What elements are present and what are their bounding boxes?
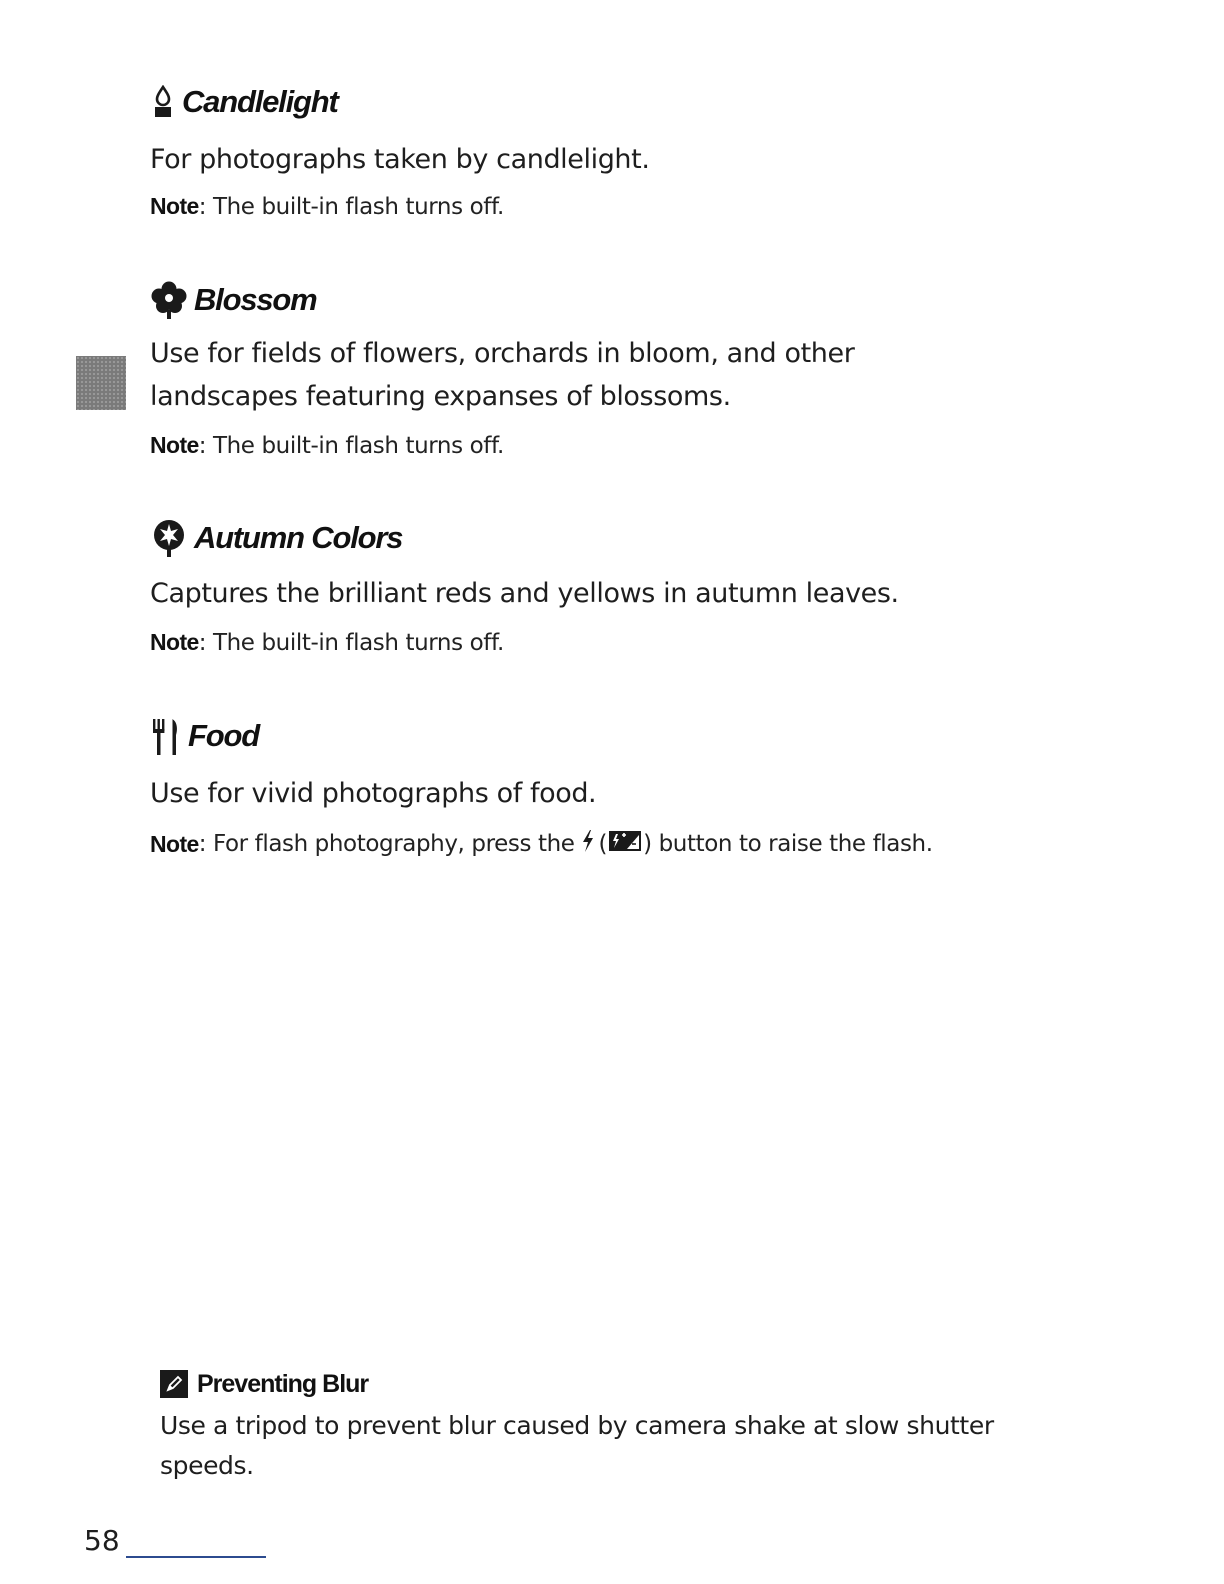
- section-description-line: Use for fields of flowers, orchards in bloom, and other: [150, 338, 855, 369]
- tip-title: Preventing Blur: [197, 1369, 369, 1398]
- section-description: Captures the brilliant reds and yellows in autumn leaves.: [150, 578, 899, 609]
- section-note: [150, 193, 1110, 220]
- section-blossom: [150, 276, 1110, 459]
- note-label: Note: [150, 193, 199, 219]
- section-heading: [150, 276, 1110, 324]
- section-note: [150, 432, 1110, 459]
- section-candlelight: [150, 78, 1110, 220]
- section-heading: [150, 78, 1110, 126]
- section-heading: [150, 712, 1110, 760]
- section-title: Food: [188, 718, 259, 753]
- section-title: Blossom: [194, 282, 317, 317]
- tip-heading: [160, 1364, 1060, 1404]
- section-description: For photographs taken by candlelight.: [150, 144, 650, 175]
- note-text: : The built-in flash turns off.: [198, 629, 504, 656]
- section-note: [150, 829, 1110, 859]
- page-number-rule: [126, 1556, 266, 1558]
- note-label: Note: [150, 432, 199, 458]
- tip-box: [160, 1364, 1060, 1486]
- candle-icon: [150, 85, 176, 119]
- flash-icon: [581, 829, 595, 859]
- section-title: Autumn Colors: [194, 520, 403, 555]
- tip-body-line: speeds.: [160, 1451, 254, 1480]
- tip-body-line: Use a tripod to prevent blur caused by camera shake at slow shutter: [160, 1411, 994, 1440]
- section-autumn-colors: [150, 514, 1110, 656]
- flash-compensation-icon: [608, 829, 642, 859]
- section-food: [150, 712, 1110, 859]
- page-number: 58: [84, 1524, 120, 1557]
- section-heading: [150, 514, 1110, 562]
- note-text: : The built-in flash turns off.: [198, 432, 504, 459]
- autumn-leaf-icon: [150, 518, 188, 558]
- section-description-line: landscapes featuring expanses of blossoms.: [150, 381, 731, 412]
- chapter-tab-marker: [76, 356, 126, 410]
- section-note: [150, 629, 1110, 656]
- note-text-after: ) button to raise the flash.: [643, 831, 933, 857]
- blossom-icon: [150, 280, 188, 320]
- section-description: Use for vivid photographs of food.: [150, 778, 597, 809]
- pencil-note-icon: [160, 1370, 188, 1398]
- note-text: : The built-in flash turns off.: [198, 193, 504, 220]
- note-label: Note: [150, 830, 199, 857]
- section-title: Candlelight: [182, 84, 338, 119]
- note-label: Note: [150, 629, 199, 655]
- fork-knife-icon: [150, 715, 182, 757]
- note-text: : For flash photography, press the: [198, 831, 575, 857]
- note-paren: (: [598, 831, 608, 857]
